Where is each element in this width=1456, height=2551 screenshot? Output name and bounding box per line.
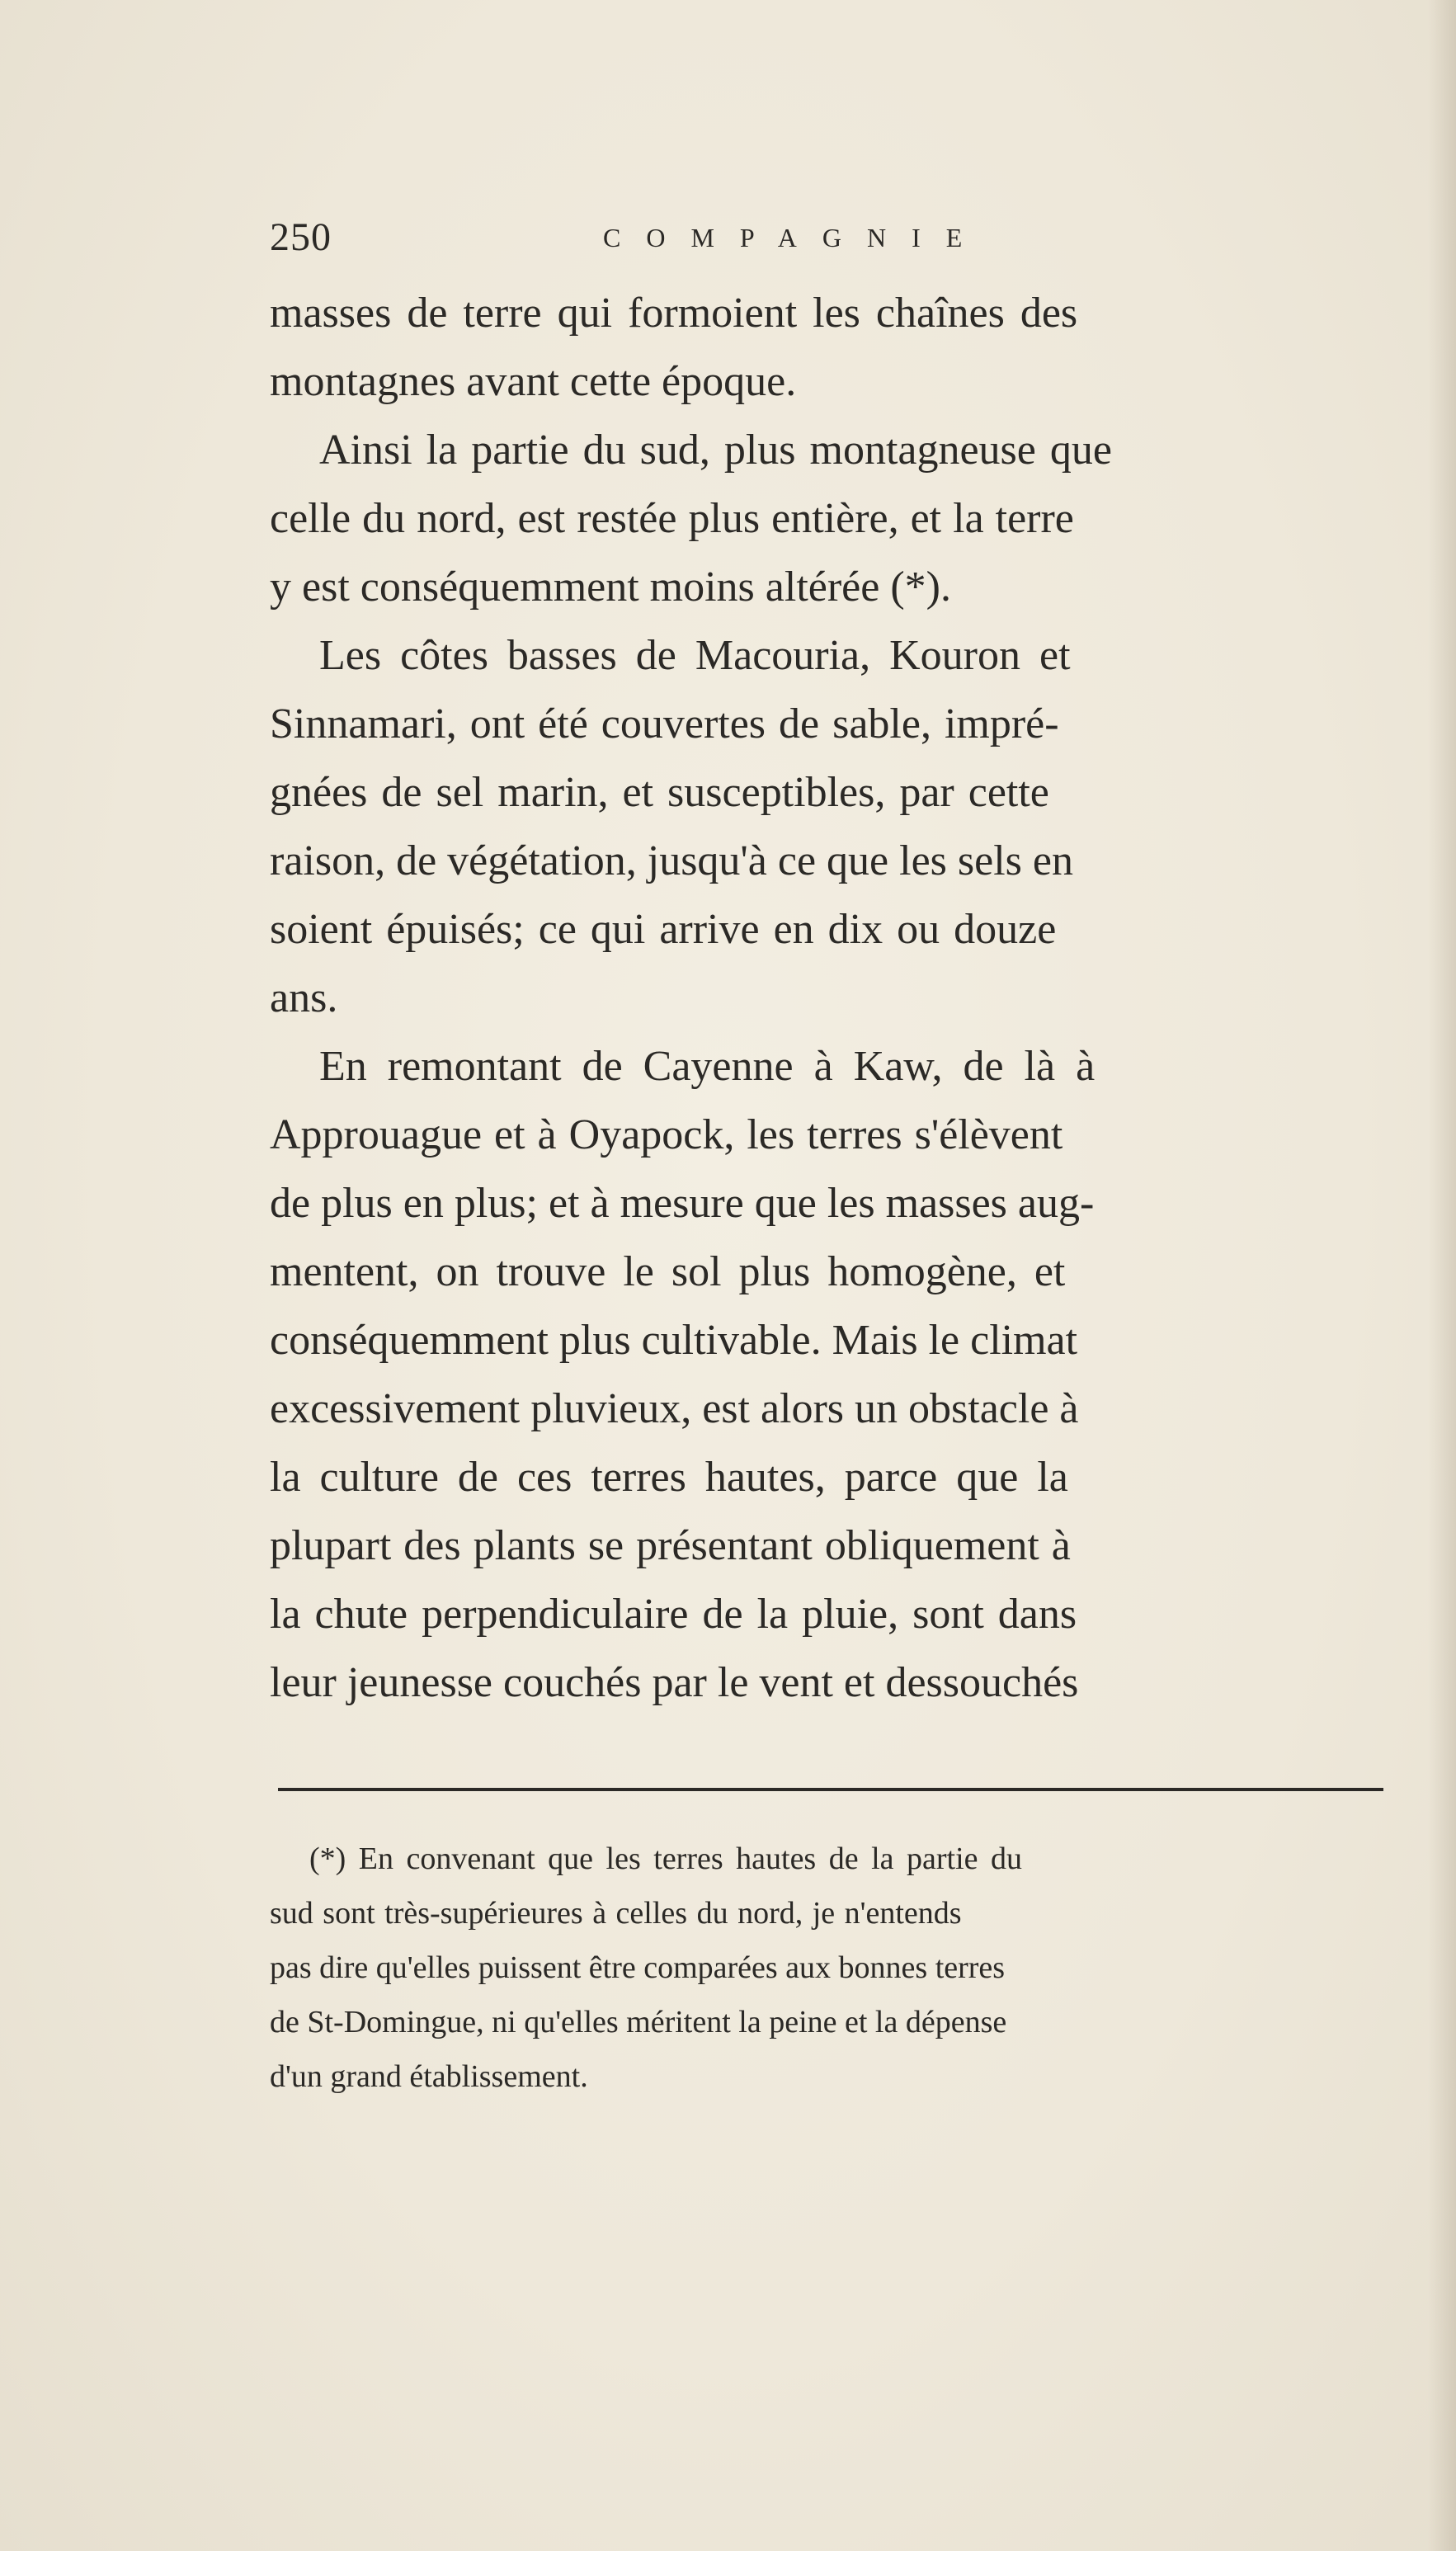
text-line: conséquemment plus cultivable. Mais le climat — [270, 1317, 1078, 1364]
footnote-line: de St-Domingue, ni qu'elles méritent la peine et la dépense — [270, 2005, 1007, 2039]
page-number: 250 — [270, 215, 332, 259]
running-head: COMPAGNIE — [603, 223, 988, 252]
text-line: ans. — [270, 974, 338, 1021]
footnote — [270, 1832, 1392, 2104]
text-line: plupart des plants se présentant obliquement à — [270, 1522, 1071, 1569]
text-line: leur jeunesse couchés par le vent et dessouchés — [270, 1659, 1079, 1706]
footnote-line: pas dire qu'elles puissent être comparées aux bonnes terres — [270, 1950, 1006, 1985]
text-line: masses de terre qui formoient les chaînes des — [270, 290, 1078, 337]
text-line: Approuague et à Oyapock, les terres s'élèvent — [270, 1111, 1063, 1158]
footnote-rule — [278, 1788, 1383, 1791]
text-line: montagnes avant cette époque. — [270, 358, 797, 405]
text-line: soient épuisés; ce qui arrive en dix ou douze — [270, 906, 1057, 953]
text-line: excessivement pluvieux, est alors un obstacle à — [270, 1385, 1079, 1432]
text-line: y est conséquemment moins altérée (*). — [270, 563, 951, 611]
text-line: Les côtes basses de Macouria, Kouron et — [319, 632, 1071, 679]
footnote-line: d'un grand établissement. — [270, 2059, 588, 2094]
text-line: Ainsi la partie du sud, plus montagneuse que — [319, 427, 1112, 474]
text-line: de plus en plus; et à mesure que les masses aug- — [270, 1180, 1095, 1227]
page-edge-shadow — [1428, 0, 1456, 2551]
page-header — [270, 213, 1392, 262]
footnote-line: (*) En convenant que les terres hautes de la partie du — [309, 1841, 1023, 1876]
text-line: mentent, on trouve le sol plus homogène, et — [270, 1248, 1066, 1295]
text-line: celle du nord, est restée plus entière, et la terre — [270, 495, 1074, 542]
footnote-line: sud sont très-supérieures à celles du nord, je n'entends — [270, 1896, 962, 1931]
text-line: gnées de sel marin, et susceptibles, par cette — [270, 769, 1049, 816]
text-line: raison, de végétation, jusqu'à ce que les sels en — [270, 837, 1073, 884]
text-line: la culture de ces terres hautes, parce que la — [270, 1454, 1068, 1501]
body-text — [270, 279, 1392, 1717]
text-line: En remontant de Cayenne à Kaw, de là à — [319, 1043, 1096, 1090]
text-line: la chute perpendiculaire de la pluie, sont dans — [270, 1591, 1077, 1638]
text-line: Sinnamari, ont été couvertes de sable, impré- — [270, 700, 1059, 747]
